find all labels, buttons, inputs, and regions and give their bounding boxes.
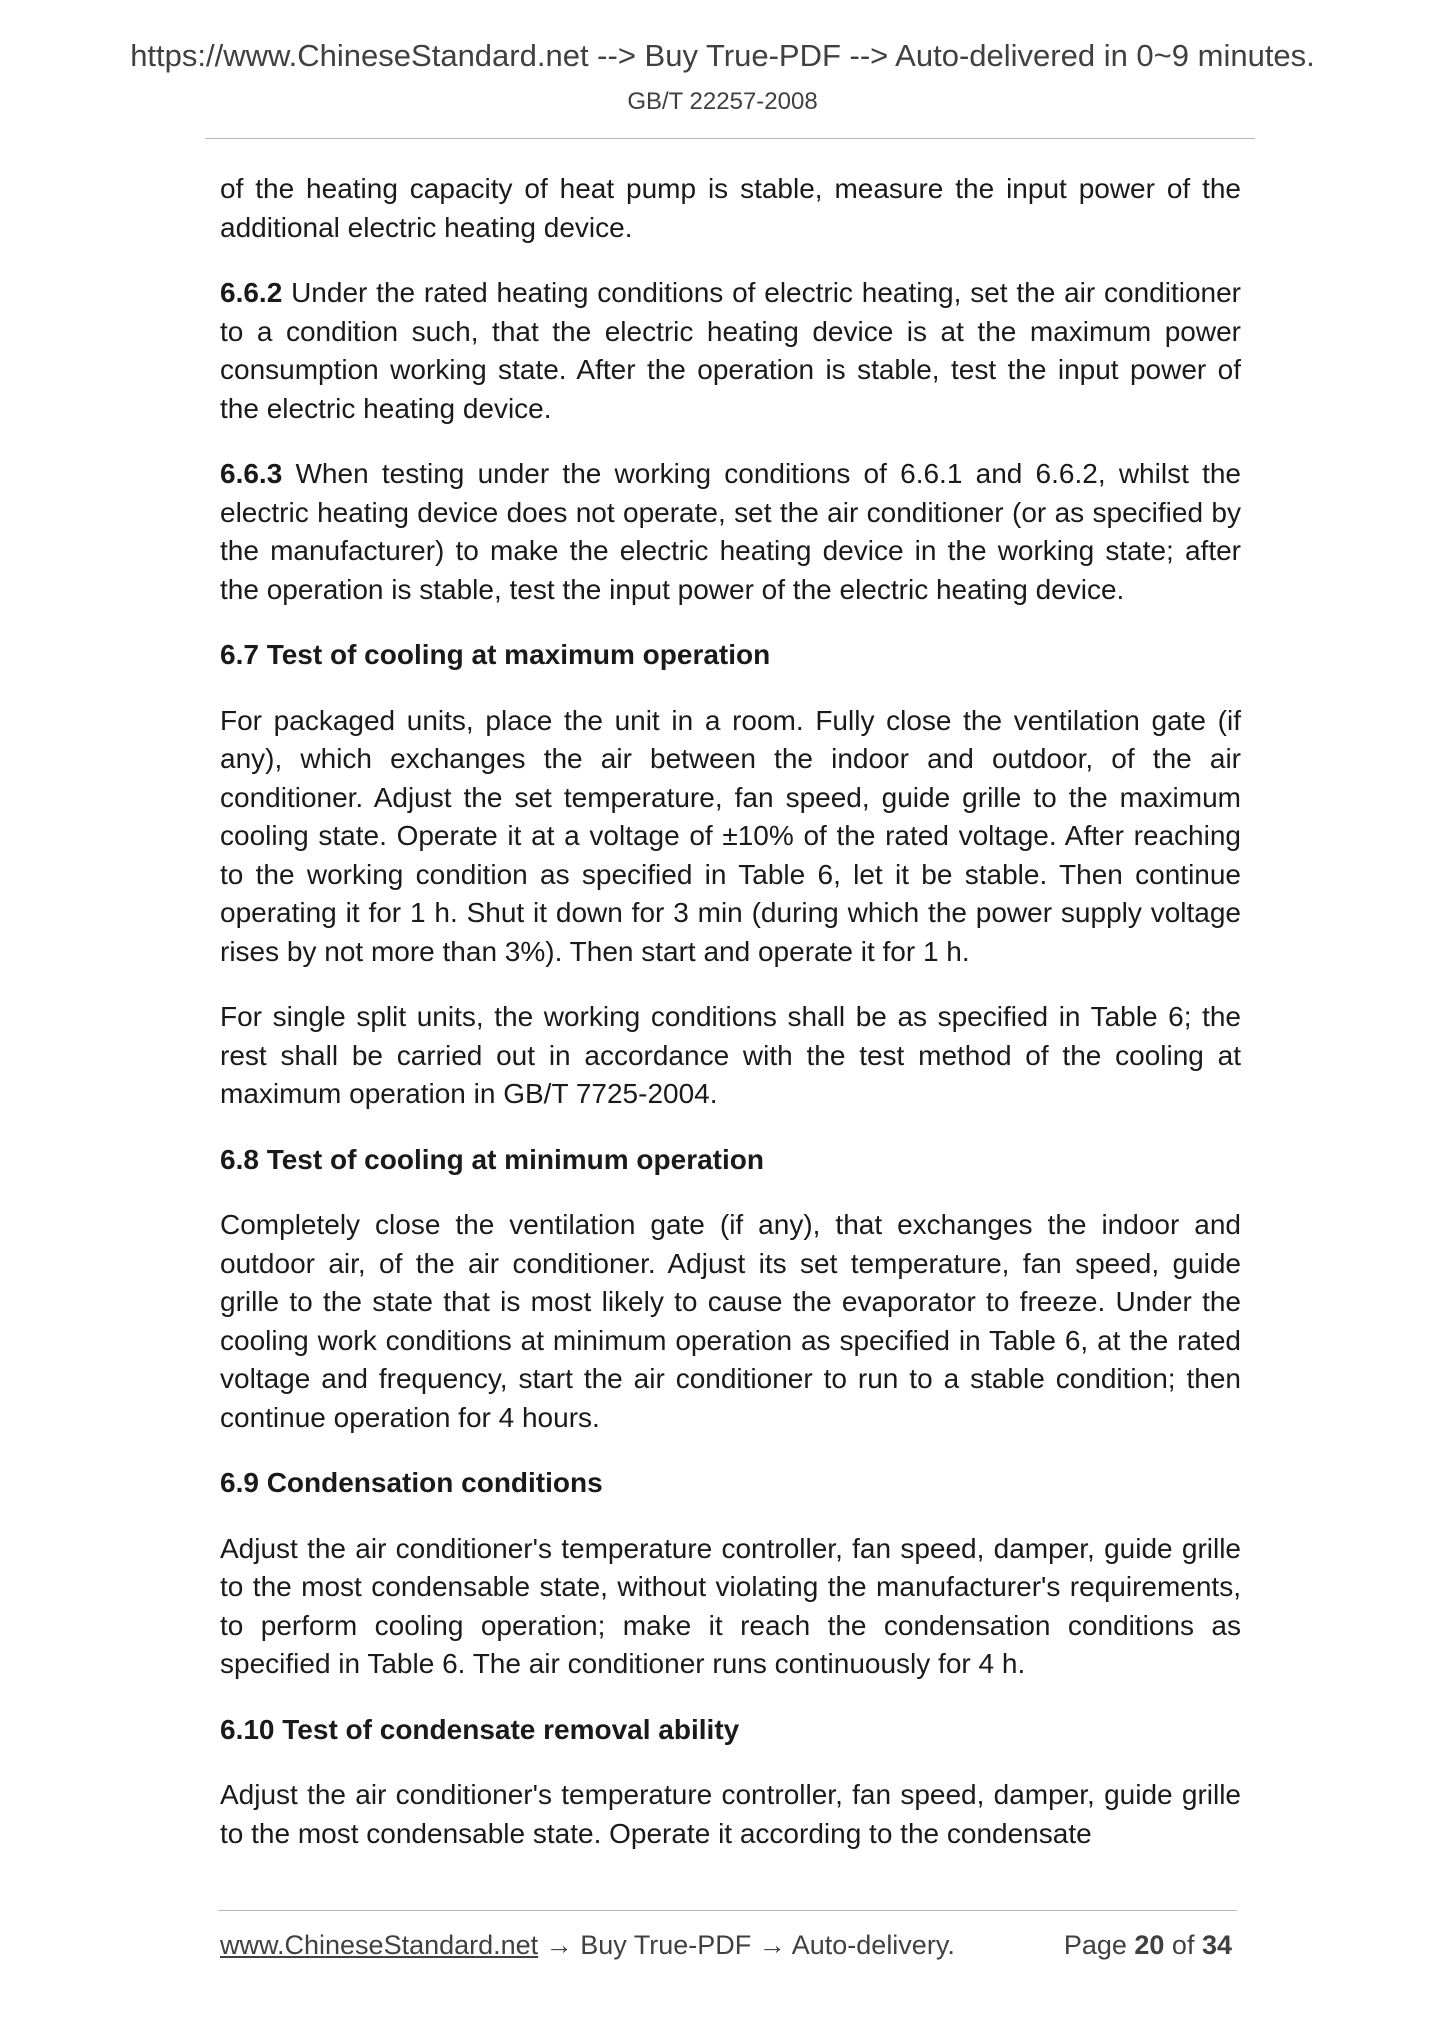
- footer-promo: [220, 1930, 955, 1961]
- download-banner: https://www.ChineseStandard.net --> Buy True-PDF --> Auto-delivered in 0~9 minutes.: [130, 38, 1315, 73]
- page-label: Page: [1063, 1930, 1135, 1960]
- clause-number: 6.6.3: [220, 458, 283, 489]
- paragraph-6-9: Adjust the air conditioner's temperature controller, fan speed, damper, guide grille to the most condensable state, without violating the manufacturer's requirements, to perform cooling operation; make it reach the condensation conditions as specified in Table 6. The air conditioner runs continuously for 4 h.: [220, 1532, 1241, 1679]
- continued-paragraph: of the heating capacity of heat pump is stable, measure the input power of the additional electric heating device.: [220, 173, 1241, 243]
- clause-number: 6.6.2: [220, 277, 283, 308]
- page-total: 34: [1201, 1930, 1232, 1960]
- section-heading-6-9: 6.9 Condensation conditions: [220, 1467, 603, 1498]
- paragraph-6-7-split: For single split units, the working conditions shall be as specified in Table 6; the rest shall be carried out in accordance with the test method of the cooling at maximum operation in GB/T 7725-2004.: [220, 1001, 1241, 1109]
- footer-tagline: → Buy True-PDF → Auto-delivery.: [538, 1930, 955, 1960]
- section-heading-6-7: 6.7 Test of cooling at maximum operation: [220, 639, 771, 670]
- section-heading-6-8: 6.8 Test of cooling at minimum operation: [220, 1143, 764, 1175]
- header-divider: [205, 138, 1255, 139]
- paragraph-6-10: Adjust the air conditioner's temperature controller, fan speed, damper, guide grille to the most condensable state. Operate it according to the condensate: [220, 1779, 1241, 1849]
- clause-text: When testing under the working conditions of 6.6.1 and 6.6.2, whilst the electric heating device does not operate, set the air conditioner (or as specified by the manufacturer) to make the electric heating device in the working state; after the operation is stable, test the input power of the electric heating device.: [220, 458, 1241, 605]
- page-indicator: [1064, 1930, 1232, 1961]
- standard-number: GB/T 22257-2008: [627, 88, 818, 115]
- footer-divider: [218, 1910, 1237, 1911]
- page-footer: [220, 1930, 1232, 1970]
- clause-6-6-2: [220, 274, 1241, 428]
- of-label: of: [1164, 1930, 1202, 1960]
- site-link[interactable]: www.ChineseStandard.net: [220, 1930, 539, 1960]
- paragraph-6-8: Completely close the ventilation gate (if any), that exchanges the indoor and outdoor air, of the air conditioner. Adjust its set temperature, fan speed, guide grille to the state that is most likely to cause the evaporator to freeze. Under the cooling work conditions at minimum operation as specified in Table 6, at the rated voltage and frequency, start the air conditioner to run to a stable condition; then continue operation for 4 hours.: [220, 1209, 1241, 1433]
- paragraph-6-7-packaged: For packaged units, place the unit in a room. Fully close the ventilation gate (if any), which exchanges the air between the indoor and outdoor, of the air conditioner. Adjust the set temperature, fan speed, guide grille to the maximum cooling state. Operate it at a voltage of ±10% of the rated voltage. After reaching to the working condition as specified in Table 6, let it be stable. Then continue operating it for 1 h. Shut it down for 3 min (during which the power supply voltage rises by not more than 3%). Then start and operate it for 1 h.: [220, 704, 1241, 967]
- page-number: 20: [1134, 1930, 1165, 1960]
- document-body: [220, 170, 1241, 1880]
- clause-text: Under the rated heating conditions of electric heating, set the air conditioner to a condition such, that the electric heating device is at the maximum power consumption working state. After the operation is stable, test the input power of the electric heating device.: [220, 277, 1241, 424]
- clause-6-6-3: [220, 455, 1241, 609]
- section-heading-6-10: 6.10 Test of condensate removal ability: [220, 1713, 740, 1745]
